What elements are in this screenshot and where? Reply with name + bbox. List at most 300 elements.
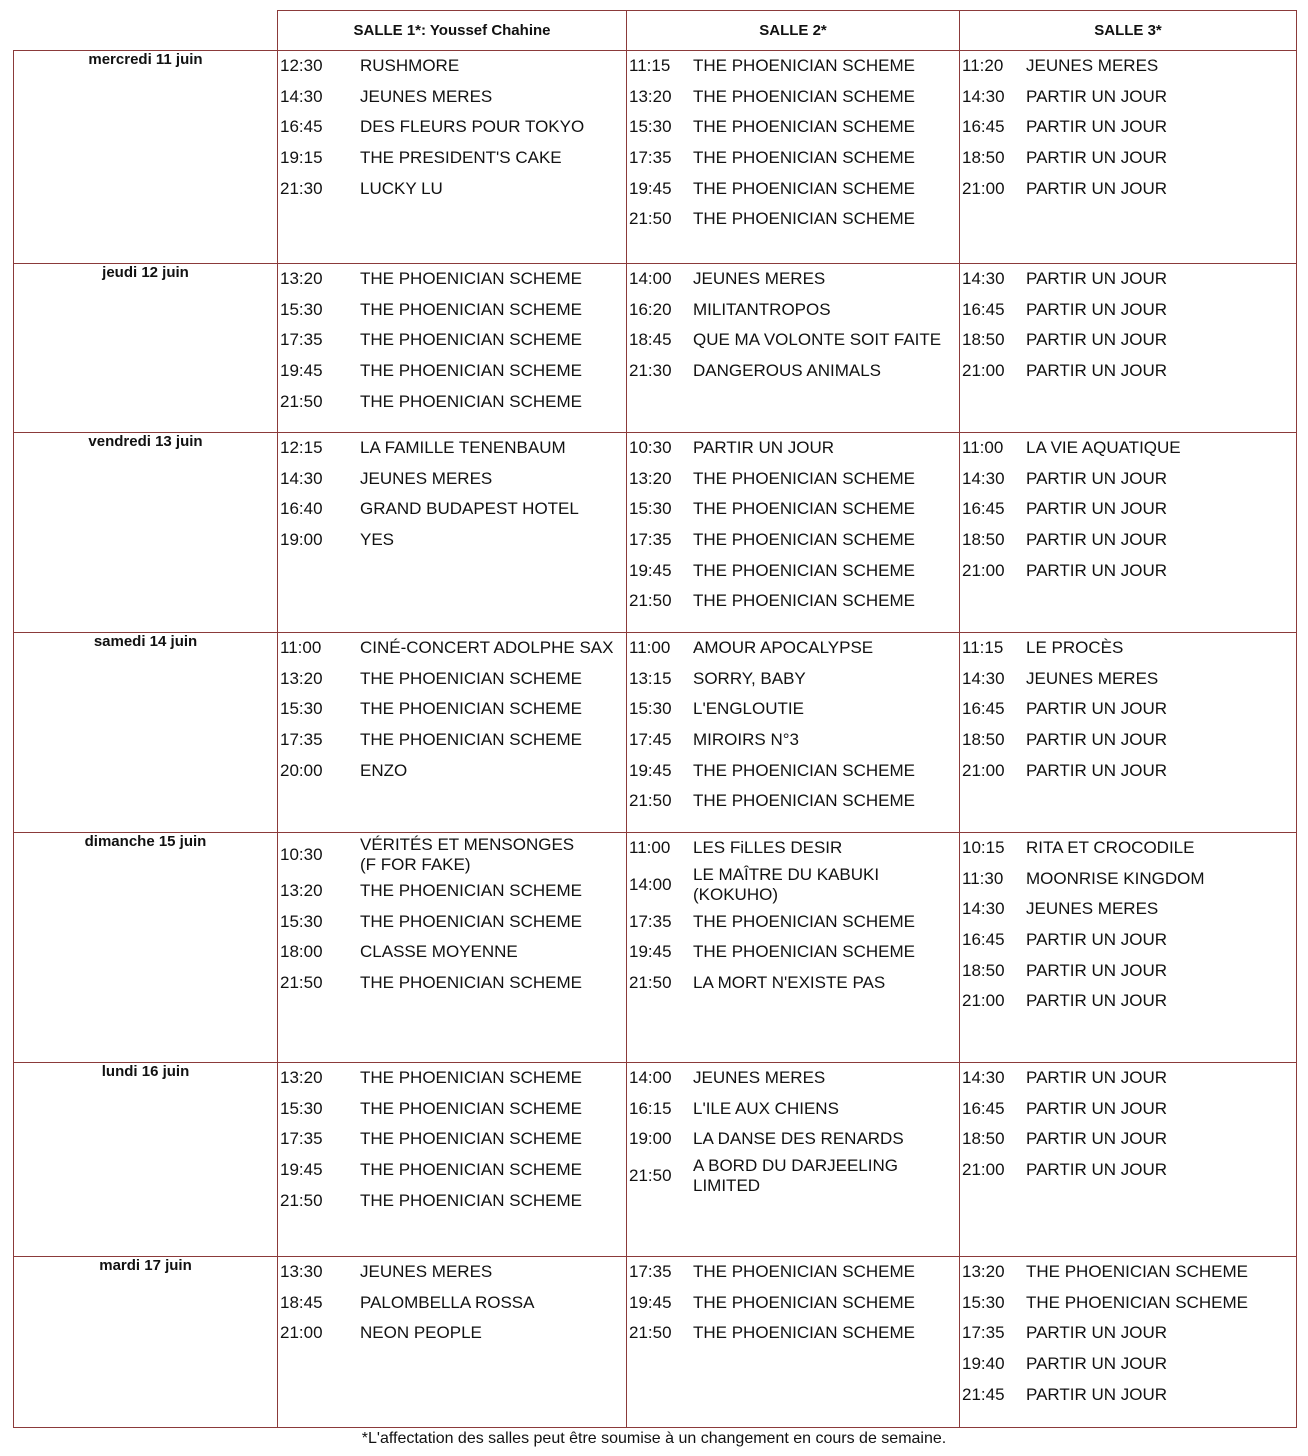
film-title-line: THE PHOENICIAN SCHEME (693, 499, 915, 519)
screening (627, 356, 959, 387)
film-title (1026, 530, 1296, 550)
screening-time: 16:45 (962, 1098, 1005, 1118)
screening-time: 13:20 (280, 269, 323, 289)
film-title (1026, 730, 1296, 750)
screening-time: 18:50 (962, 960, 1005, 980)
film-title-line: PARTIR UN JOUR (1026, 1098, 1168, 1118)
screening (278, 1185, 626, 1216)
day-row (14, 264, 1297, 433)
day-row (14, 633, 1297, 833)
screening (960, 1094, 1296, 1125)
screening (278, 356, 626, 387)
screenings-salle3 (960, 633, 1297, 833)
film-title (360, 1129, 626, 1149)
screenings-salle3 (960, 51, 1297, 264)
film-title (360, 361, 626, 381)
screening-time: 18:45 (629, 330, 672, 350)
screening (278, 494, 626, 525)
screening-time: 15:30 (280, 911, 323, 931)
film-title-line: THE PHOENICIAN SCHEME (693, 1323, 915, 1343)
film-title-line: PARTIR UN JOUR (1026, 760, 1168, 780)
screening (627, 786, 959, 817)
film-title (1026, 87, 1296, 107)
film-title (693, 56, 959, 76)
film-title (360, 56, 626, 76)
screening (960, 1257, 1296, 1288)
film-title-line: PARTIR UN JOUR (693, 438, 835, 458)
film-title (1026, 561, 1296, 581)
film-title-line: DES FLEURS POUR TOKYO (360, 117, 585, 137)
film-title-line: JEUNES MERES (360, 1262, 493, 1282)
screening-time: 10:30 (629, 438, 672, 458)
screening (627, 586, 959, 617)
film-title (360, 912, 626, 932)
day-row (14, 433, 1297, 633)
film-title (1026, 269, 1296, 289)
screening-time: 11:20 (962, 56, 1004, 76)
film-title-line: CLASSE MOYENNE (360, 942, 518, 962)
film-title-line: THE PHOENICIAN SCHEME (693, 760, 915, 780)
screening-time: 21:00 (962, 560, 1005, 580)
screening (960, 986, 1296, 1017)
film-title (693, 361, 959, 381)
film-title-line: PARTIR UN JOUR (1026, 960, 1168, 980)
screening-time: 16:45 (280, 117, 323, 137)
film-title-line: PARTIR UN JOUR (1026, 699, 1168, 719)
screening-time: 21:50 (629, 209, 672, 229)
screening (278, 264, 626, 295)
screenings-salle1 (278, 1063, 627, 1257)
screenings-salle1 (278, 51, 627, 264)
screening-time: 18:50 (962, 330, 1005, 350)
screening-time: 10:15 (962, 838, 1005, 858)
film-title (360, 761, 626, 781)
film-title-line: THE PHOENICIAN SCHEME (360, 730, 582, 750)
film-title (693, 148, 959, 168)
screening (627, 555, 959, 586)
screening-time: 12:15 (280, 438, 323, 458)
film-title (1026, 991, 1296, 1011)
screening (960, 664, 1296, 695)
screening-time: 21:50 (280, 391, 323, 411)
film-title-line: THE PHOENICIAN SCHEME (360, 668, 582, 688)
film-title (693, 209, 959, 229)
screening-time: 14:00 (629, 875, 672, 895)
screening-time: 16:45 (962, 699, 1005, 719)
screening-time: 15:30 (962, 1292, 1005, 1312)
film-title-line: JEUNES MERES (1026, 668, 1159, 688)
film-title (1026, 1293, 1296, 1313)
film-title (1026, 838, 1296, 858)
film-title-line: THE PHOENICIAN SCHEME (360, 330, 582, 350)
film-title-line-2: LIMITED (693, 1176, 761, 1196)
screenings-salle1 (278, 264, 627, 433)
film-title-line: PARTIR UN JOUR (1026, 499, 1168, 519)
screening-time: 19:45 (629, 178, 672, 198)
film-title (1026, 1262, 1296, 1282)
screening (627, 143, 959, 174)
header-salle-1: SALLE 1*: Youssef Chahine (278, 11, 627, 51)
film-title-line: MILITANTROPOS (693, 299, 831, 319)
screening-time: 18:50 (962, 530, 1005, 550)
screening-time: 21:50 (629, 973, 672, 993)
screening (278, 173, 626, 204)
film-title (693, 300, 959, 320)
film-title-line: PARTIR UN JOUR (1026, 269, 1168, 289)
screenings-salle1 (278, 433, 627, 633)
screening-time: 19:00 (629, 1129, 672, 1149)
film-title (360, 330, 626, 350)
screening-time: 11:00 (280, 638, 322, 658)
screening (627, 173, 959, 204)
film-title-line: THE PHOENICIAN SCHEME (693, 56, 915, 76)
screening-time: 13:15 (629, 668, 672, 688)
film-title (360, 699, 626, 719)
screening-time: 21:50 (629, 1166, 672, 1186)
film-title (360, 300, 626, 320)
film-title-line: DANGEROUS ANIMALS (693, 361, 881, 381)
film-title-line: PARTIR UN JOUR (1026, 530, 1168, 550)
film-title (1026, 330, 1296, 350)
film-title-line: PARTIR UN JOUR (1026, 1129, 1168, 1149)
screening (627, 907, 959, 938)
screening (960, 925, 1296, 956)
film-title (360, 835, 626, 875)
film-title-line: THE PHOENICIAN SCHEME (360, 1129, 582, 1149)
screening (960, 555, 1296, 586)
screening-time: 16:40 (280, 499, 323, 519)
film-title-line: PARTIR UN JOUR (1026, 178, 1168, 198)
screening (960, 1349, 1296, 1380)
film-title (693, 912, 959, 932)
screening (627, 755, 959, 786)
screening (278, 51, 626, 82)
film-title (693, 730, 959, 750)
screening-time: 13:20 (962, 1262, 1005, 1282)
film-title (360, 1191, 626, 1211)
screening-time: 17:35 (629, 148, 672, 168)
film-title (360, 148, 626, 168)
film-title (360, 117, 626, 137)
film-title-line: THE PRESIDENT'S CAKE (360, 148, 562, 168)
screening (627, 864, 959, 907)
screening-time: 21:00 (962, 1160, 1005, 1180)
screening-time: 18:45 (280, 1292, 323, 1312)
film-title (1026, 179, 1296, 199)
film-title-line: THE PHOENICIAN SCHEME (693, 209, 915, 229)
film-title (693, 561, 959, 581)
screening-time: 21:00 (962, 361, 1005, 381)
film-title-line: RUSHMORE (360, 56, 460, 76)
schedule-body (14, 51, 1297, 1428)
screening (960, 1288, 1296, 1319)
screenings-salle2 (627, 833, 960, 1063)
film-title-line: THE PHOENICIAN SCHEME (360, 911, 582, 931)
film-title-line: THE PHOENICIAN SCHEME (1026, 1292, 1248, 1312)
film-title (360, 438, 626, 458)
film-title (1026, 638, 1296, 658)
screening-time: 21:50 (629, 591, 672, 611)
screening (627, 1094, 959, 1125)
film-title (693, 269, 959, 289)
film-title-line: THE PHOENICIAN SCHEME (693, 791, 915, 811)
screenings-salle1 (278, 833, 627, 1063)
screenings-salle3 (960, 433, 1297, 633)
screening (278, 876, 626, 907)
screening-time: 21:00 (280, 1323, 323, 1343)
film-title-line: MIROIRS N°3 (693, 730, 799, 750)
film-title (360, 638, 626, 658)
screening-time: 14:00 (629, 1068, 672, 1088)
film-title-line: THE PHOENICIAN SCHEME (693, 560, 915, 580)
film-title (1026, 117, 1296, 137)
film-title-line: LE MAÎTRE DU KABUKI (693, 865, 880, 885)
screening (627, 295, 959, 326)
film-title (1026, 56, 1296, 76)
film-title (693, 591, 959, 611)
screening (627, 1063, 959, 1094)
film-title-line: PARTIR UN JOUR (1026, 930, 1168, 950)
film-title-line: THE PHOENICIAN SCHEME (693, 117, 915, 137)
screening (278, 143, 626, 174)
film-title (360, 730, 626, 750)
film-title (693, 469, 959, 489)
screening (278, 633, 626, 664)
screenings-salle2 (627, 433, 960, 633)
screening-time: 14:30 (962, 86, 1005, 106)
film-title-line: THE PHOENICIAN SCHEME (1026, 1262, 1248, 1282)
screening-time: 21:00 (962, 991, 1005, 1011)
screening-time: 15:30 (629, 499, 672, 519)
screening-time: 19:00 (280, 530, 323, 550)
film-title-line: THE PHOENICIAN SCHEME (360, 269, 582, 289)
screening (278, 1155, 626, 1186)
film-title (360, 1293, 626, 1313)
screening-time: 20:00 (280, 760, 323, 780)
film-title-line: PARTIR UN JOUR (1026, 560, 1168, 580)
screening-time: 17:35 (629, 911, 672, 931)
film-title-line: VÉRITÉS ET MENSONGES (360, 834, 575, 854)
film-title-line: JEUNES MERES (693, 1068, 826, 1088)
screening (627, 633, 959, 664)
film-title-line: THE PHOENICIAN SCHEME (693, 86, 915, 106)
screening (960, 633, 1296, 664)
screening-time: 16:20 (629, 299, 672, 319)
screening-time: 21:00 (962, 178, 1005, 198)
screening-time: 10:30 (280, 844, 323, 864)
screening-time: 17:35 (962, 1323, 1005, 1343)
screening-time: 19:40 (962, 1354, 1005, 1374)
film-title (693, 791, 959, 811)
film-title (360, 1099, 626, 1119)
screening-time: 13:20 (629, 86, 672, 106)
film-title-line: PARTIR UN JOUR (1026, 1160, 1168, 1180)
screening (627, 1288, 959, 1319)
screening-time: 21:45 (962, 1384, 1005, 1404)
film-title-line: THE PHOENICIAN SCHEME (360, 881, 582, 901)
screening-time: 11:00 (629, 838, 671, 858)
screening (627, 325, 959, 356)
screening-time: 14:30 (962, 269, 1005, 289)
film-title-line: THE PHOENICIAN SCHEME (360, 1068, 582, 1088)
screening (627, 204, 959, 235)
screening-time: 14:30 (280, 86, 323, 106)
screening (960, 356, 1296, 387)
film-title (1026, 300, 1296, 320)
film-title-line: MOONRISE KINGDOM (1026, 868, 1205, 888)
schedule-table (13, 10, 1297, 1428)
screening (960, 143, 1296, 174)
screenings-salle2 (627, 1063, 960, 1257)
film-title-line: PARTIR UN JOUR (1026, 1354, 1168, 1374)
screening-time: 19:45 (629, 560, 672, 580)
screenings-salle3 (960, 1063, 1297, 1257)
screening (278, 755, 626, 786)
screenings-salle1 (278, 633, 627, 833)
screening-time: 11:15 (629, 56, 671, 76)
header-corner (14, 11, 278, 51)
screening-time: 14:30 (280, 468, 323, 488)
screening (278, 1124, 626, 1155)
film-title-line: NEON PEOPLE (360, 1323, 482, 1343)
screenings-salle3 (960, 264, 1297, 433)
film-title-line: QUE MA VOLONTE SOIT FAITE (693, 330, 942, 350)
film-title (1026, 1099, 1296, 1119)
screening-time: 18:50 (962, 730, 1005, 750)
film-title-line: THE PHOENICIAN SCHEME (360, 973, 582, 993)
film-title-line-2: (KOKUHO) (693, 885, 778, 905)
screening (278, 525, 626, 556)
film-title-line: JEUNES MERES (360, 468, 493, 488)
screening (627, 937, 959, 968)
screening-time: 14:00 (629, 269, 672, 289)
film-title-line: PARTIR UN JOUR (1026, 468, 1168, 488)
screening-time: 19:45 (280, 361, 323, 381)
screening-time: 19:15 (280, 148, 323, 168)
screening (960, 295, 1296, 326)
film-title-line: THE PHOENICIAN SCHEME (693, 148, 915, 168)
day-label: dimanche 15 juin (14, 833, 278, 1063)
screening-time: 15:30 (280, 1098, 323, 1118)
film-title-line: PARTIR UN JOUR (1026, 730, 1168, 750)
screening (278, 1063, 626, 1094)
film-title (1026, 148, 1296, 168)
screening-time: 19:45 (280, 1160, 323, 1180)
screening (627, 694, 959, 725)
film-title (693, 669, 959, 689)
film-title-line: SORRY, BABY (693, 668, 806, 688)
day-label: vendredi 13 juin (14, 433, 278, 633)
film-title-line: THE PHOENICIAN SCHEME (693, 530, 915, 550)
film-title (360, 973, 626, 993)
screening (278, 694, 626, 725)
film-title (1026, 1129, 1296, 1149)
film-title (360, 1323, 626, 1343)
film-title (360, 87, 626, 107)
screening-time: 21:30 (629, 361, 672, 381)
screening (960, 894, 1296, 925)
day-row (14, 1063, 1297, 1257)
screening (627, 1318, 959, 1349)
screening-time: 17:35 (280, 730, 323, 750)
screenings-salle2 (627, 633, 960, 833)
film-title (693, 1323, 959, 1343)
screening-time: 21:50 (629, 791, 672, 811)
film-title (693, 1156, 959, 1196)
screenings-salle2 (627, 51, 960, 264)
screening (278, 464, 626, 495)
day-row (14, 833, 1297, 1063)
screening (627, 82, 959, 113)
screening-time: 11:00 (962, 438, 1004, 458)
screening-time: 17:35 (629, 530, 672, 550)
film-title-line: PALOMBELLA ROSSA (360, 1292, 535, 1312)
screenings-salle1 (278, 1257, 627, 1428)
film-title (1026, 438, 1296, 458)
film-title-line: CINÉ-CONCERT ADOLPHE SAX (360, 638, 614, 658)
film-title (693, 761, 959, 781)
screening (960, 1379, 1296, 1410)
header-salle-3: SALLE 3* (960, 11, 1297, 51)
screening (278, 112, 626, 143)
screening (627, 725, 959, 756)
film-title-line-2: (F FOR FAKE) (360, 854, 471, 874)
screening-time: 13:20 (280, 668, 323, 688)
film-title (1026, 899, 1296, 919)
film-title (693, 838, 959, 858)
film-title-line: L'ENGLOUTIE (693, 699, 804, 719)
film-title (693, 1068, 959, 1088)
screening-time: 17:35 (280, 1129, 323, 1149)
screening (627, 51, 959, 82)
screening (278, 664, 626, 695)
film-title-line: THE PHOENICIAN SCHEME (693, 1262, 915, 1282)
film-title-line: LA MORT N'EXISTE PAS (693, 973, 886, 993)
film-title (693, 942, 959, 962)
screening-time: 21:00 (962, 760, 1005, 780)
film-title-line: THE PHOENICIAN SCHEME (693, 942, 915, 962)
film-title (693, 438, 959, 458)
day-label: jeudi 12 juin (14, 264, 278, 433)
film-title (1026, 469, 1296, 489)
screening-time: 19:45 (629, 1292, 672, 1312)
screening (960, 864, 1296, 895)
screening (627, 525, 959, 556)
screening (627, 464, 959, 495)
screening (960, 173, 1296, 204)
film-title-line: PARTIR UN JOUR (1026, 361, 1168, 381)
screening (627, 1155, 959, 1198)
screening (960, 1155, 1296, 1186)
film-title-line: PARTIR UN JOUR (1026, 1323, 1168, 1343)
film-title (1026, 869, 1296, 889)
film-title-line: PARTIR UN JOUR (1026, 991, 1168, 1011)
film-title (360, 179, 626, 199)
film-title-line: PARTIR UN JOUR (1026, 1384, 1168, 1404)
screening (960, 1063, 1296, 1094)
film-title (693, 330, 959, 350)
screenings-salle3 (960, 833, 1297, 1063)
film-title-line: ENZO (360, 760, 408, 780)
film-title-line: LA DANSE DES RENARDS (693, 1129, 904, 1149)
screening-time: 11:15 (962, 638, 1004, 658)
film-title (1026, 761, 1296, 781)
film-title (360, 942, 626, 962)
day-label: lundi 16 juin (14, 1063, 278, 1257)
screening (278, 325, 626, 356)
screening (627, 968, 959, 999)
film-title (1026, 499, 1296, 519)
